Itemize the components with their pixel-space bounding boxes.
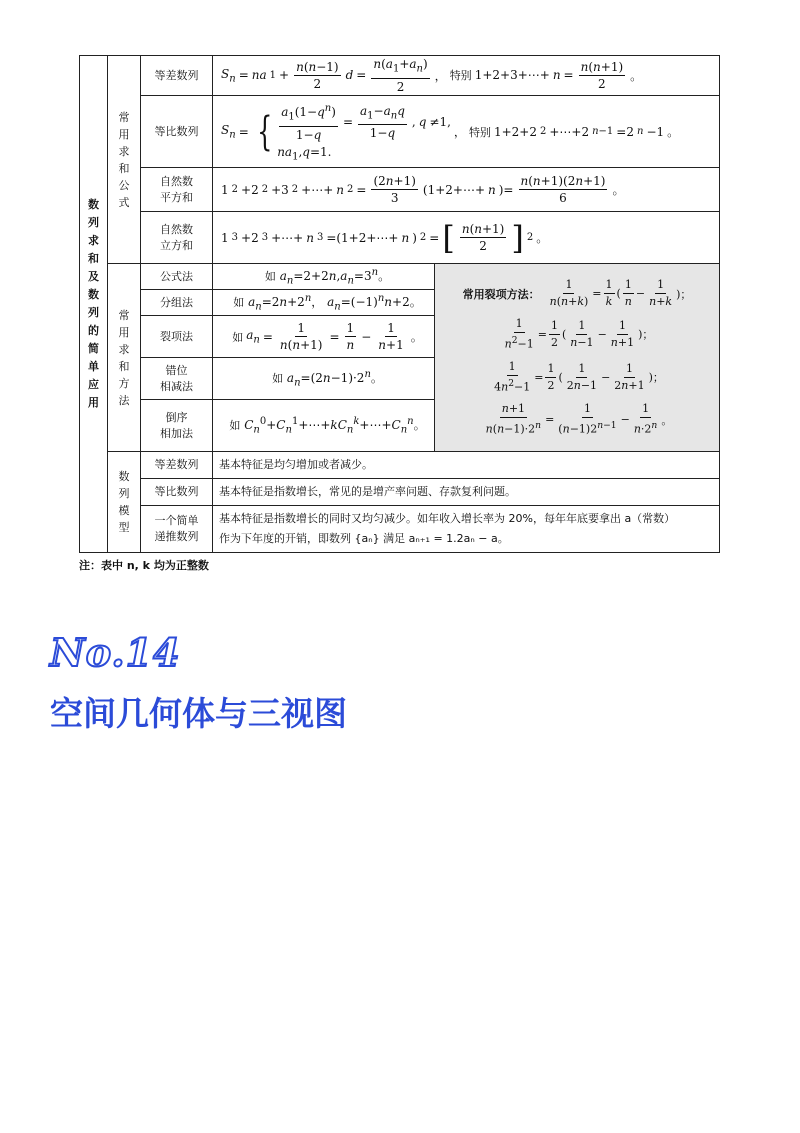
vertical-char: 常 [118, 308, 130, 322]
example-reverse-add: 如 $C_n^0+C_n^1+\cdots+kC_n^k+\cdots+C_n^n$。 [213, 400, 435, 452]
example-formula-method: 如 $a_n=2+2n,a_n=3^n$。 [213, 264, 435, 290]
row-label-model-geo: 等比数列 [141, 479, 213, 506]
model-geo-desc: 基本特征是指数增长，常见的是增产率问题、存款复利问题。 [213, 479, 720, 506]
vertical-char: 数 [88, 198, 99, 211]
formula-square-sum: 1 2 +2 2 +3 2 +⋯+ n 2 = $\frac{(2n+1)}{3}$ (1+2+⋯+ n )= $\frac{n(n+1)(2n+1)}{6}$ 。 [213, 168, 720, 212]
vertical-char: 列 [118, 487, 130, 500]
vertical-char: 公 [118, 178, 130, 192]
formula-geo-sum: $S_n$ = { $\frac{a_1(1-q^n)}{1-q}$ = $\frac{a_1-a_nq}{1-q}$ , q ≠1, $na_1,q=1$. ， 特别 1+2+2 2 +⋯+2 n−1 =2 n −1 。 [213, 96, 720, 168]
row-label-arith: 等差数列 [141, 56, 213, 96]
footnote: 注：表中 n, k 均为正整数 [79, 559, 209, 572]
vertical-char: 法 [118, 393, 130, 407]
vertical-char: 求 [88, 234, 99, 247]
vertical-char: 用 [88, 396, 99, 409]
row-label-square-sum: 自然数 平方和 [141, 168, 213, 212]
example-group-method: 如 $a_n=2n+2^n$， $a_n=(-1)^nn+2$。 [213, 290, 435, 316]
model-arith-desc: 基本特征是均匀增加或者减少。 [213, 452, 720, 479]
formula-arith-sum: $S_n$ = na 1 + $\frac{n(n-1)}{2}$ d = $\frac{n(a_1+a_n)}{2}$ ， 特别 1+2+3+⋯+ n = $\frac{n(n+1)}{2}$ 。 [213, 56, 720, 96]
row-label-group-method: 分组法 [141, 290, 213, 316]
vertical-char: 和 [118, 359, 130, 373]
vertical-char: 常 [118, 110, 130, 124]
row-label-reverse-add: 倒序 相加法 [141, 400, 213, 452]
vertical-char: 和 [118, 161, 130, 175]
sec1-label [108, 56, 141, 264]
vertical-char: 型 [118, 521, 130, 534]
row-label-split-method: 裂项法 [141, 316, 213, 358]
vertical-char: 方 [118, 376, 130, 390]
vertical-char: 模 [118, 504, 130, 517]
vertical-char: 的 [88, 324, 99, 337]
vertical-char: 数 [118, 470, 130, 483]
row-label-shift-subtract: 错位 相减法 [141, 358, 213, 400]
main-topic-label [80, 56, 108, 553]
vertical-char: 和 [88, 252, 99, 265]
section-number: No.14 [50, 630, 181, 675]
vertical-char: 用 [118, 127, 130, 141]
vertical-char: 求 [118, 144, 130, 158]
vertical-char: 式 [118, 195, 130, 209]
row-label-model-arith: 等差数列 [141, 452, 213, 479]
vertical-char: 用 [118, 325, 130, 339]
example-shift-subtract: 如 $a_n=(2n-1)\cdot 2^n$。 [213, 358, 435, 400]
vertical-char: 及 [88, 270, 99, 283]
split-term-methods: 常用裂项方法： $\frac{1}{n(n+k)}$ = $\frac{1}{k}$ ( $\frac{1}{n}$ − $\frac{1}{n+k}$ )； $\frac{1}{n^2-1}$ = $\frac{1}{2}$ ( $\frac{1}{n-1}$ − $\frac{1}{n+1}$ )； $\frac{1}{4n^2-1}$ = $\frac{1}{2}$ ( $\frac{1}{2n-1}$ − $\frac{1}{2n+1}$ )； $\frac{n+1}{n(n-1)\cdot 2^n}$ = $\frac{1}{(n-1)2^{n-1}}$ − $\frac{1}{n\cdot 2^n}$ 。 [435, 264, 720, 452]
vertical-char: 简 [88, 342, 99, 355]
row-label-geo: 等比数列 [141, 96, 213, 168]
vertical-char: 单 [88, 360, 99, 373]
vertical-char: 列 [88, 306, 99, 319]
section-title: 空间几何体与三视图 [50, 694, 347, 733]
formula-cube-sum: 1 3 +2 3 +⋯+ n 3 =(1+2+⋯+ n ) 2 = [ $\frac{n(n+1)}{2}$ ] 2 。 [213, 212, 720, 264]
sec3-label [108, 452, 141, 553]
sec2-label [108, 264, 141, 452]
vertical-char: 应 [88, 378, 99, 391]
vertical-char: 数 [88, 288, 99, 301]
model-recursive-desc: 基本特征是指数增长的同时又均匀减少。如年收入增长率为 20%，每年年底要拿出 a（常数） 作为下年度的开销，即数列 {aₙ} 满足 aₙ₊₁ = 1.2aₙ − a。 [213, 506, 720, 553]
example-split-method: 如 $a_n$ = $\frac{1}{n(n+1)}$ = $\frac{1}{n}$ − $\frac{1}{n+1}$ 。 [213, 316, 435, 358]
summary-table [79, 55, 720, 553]
row-label-formula-method: 公式法 [141, 264, 213, 290]
row-label-model-recursive: 一个简单 递推数列 [141, 506, 213, 553]
vertical-char: 列 [88, 216, 99, 229]
vertical-char: 求 [118, 342, 130, 356]
row-label-cube-sum: 自然数 立方和 [141, 212, 213, 264]
